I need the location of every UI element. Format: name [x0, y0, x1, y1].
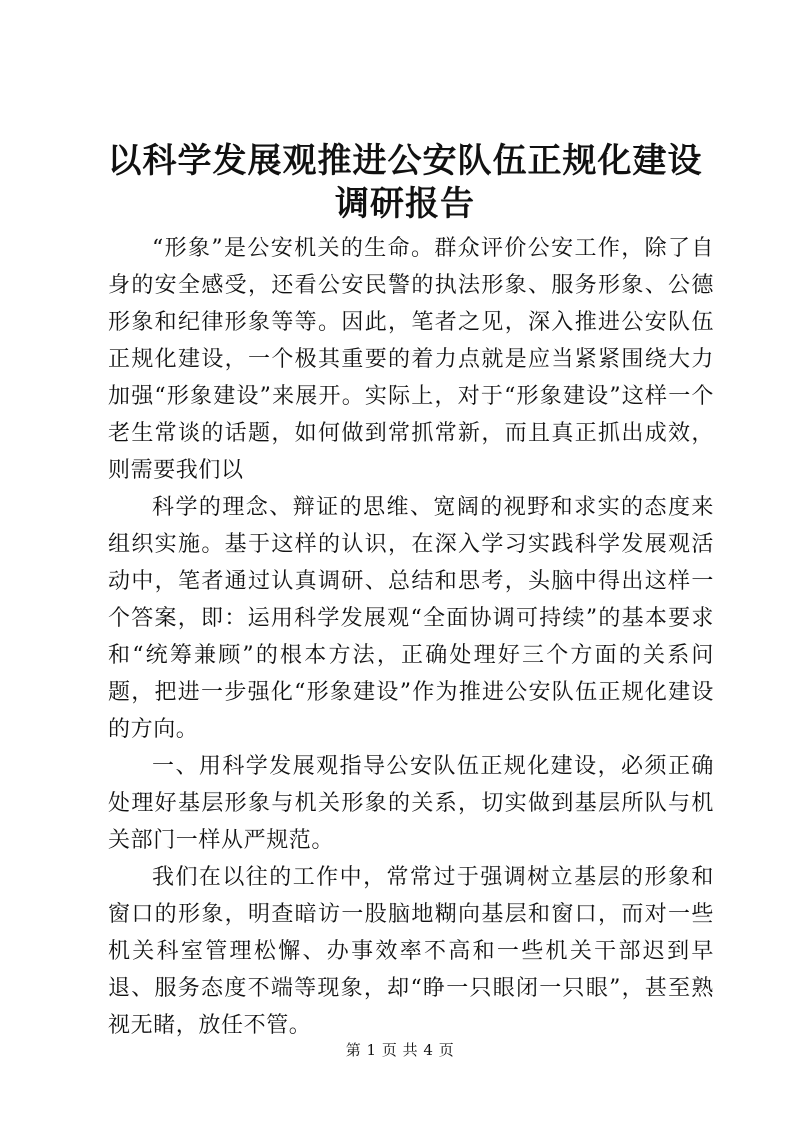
page-footer: 第 1 页 共 4 页: [345, 1041, 455, 1059]
paragraph-4: 我们在以往的工作中，常常过于强调树立基层的形象和窗口的形象，明查暗访一股脑地糊向基层和窗口，而对一些机关科室管理松懈、办事效率不高和一些机关干部迟到早退、服务态度不端等现象，却“睁一只眼闭一只眼”，甚至熟视无睹，放任不管。: [108, 865, 714, 1038]
paragraph-2: 科学的理念、辩证的思维、宽阔的视野和求实的态度来组织实施。基于这样的认识，在深入学习实践科学发展观活动中，笔者通过认真调研、总结和思考，头脑中得出这样一个答案，即：运用科学发展观“全面协调可持续”的基本要求和“统筹兼顾”的根本方法，正确处理好三个方面的关系问题，把进一步强化“形象建设”作为推进公安队伍正规化建设的方向。: [108, 495, 714, 742]
paragraph-3: 一、用科学发展观指导公安队伍正规化建设，必须正确处理好基层形象与机关形象的关系，切实做到基层所队与机关部门一样从严规范。: [108, 754, 714, 853]
document-title: 以科学发展观推进公安队伍正规化建设调研报告: [107, 141, 703, 224]
document-body: [108, 230, 714, 1044]
paragraph-1: “形象”是公安机关的生命。群众评价公安工作，除了自身的安全感受，还看公安民警的执法形象、服务形象、公德形象和纪律形象等等。因此，笔者之见，深入推进公安队伍正规化建设，一个极其重要的着力点就是应当紧紧围绕大力加强“形象建设”来展开。实际上，对于“形象建设”这样一个老生常谈的话题，如何做到常抓常新，而且真正抓出成效，则需要我们以: [108, 236, 714, 483]
